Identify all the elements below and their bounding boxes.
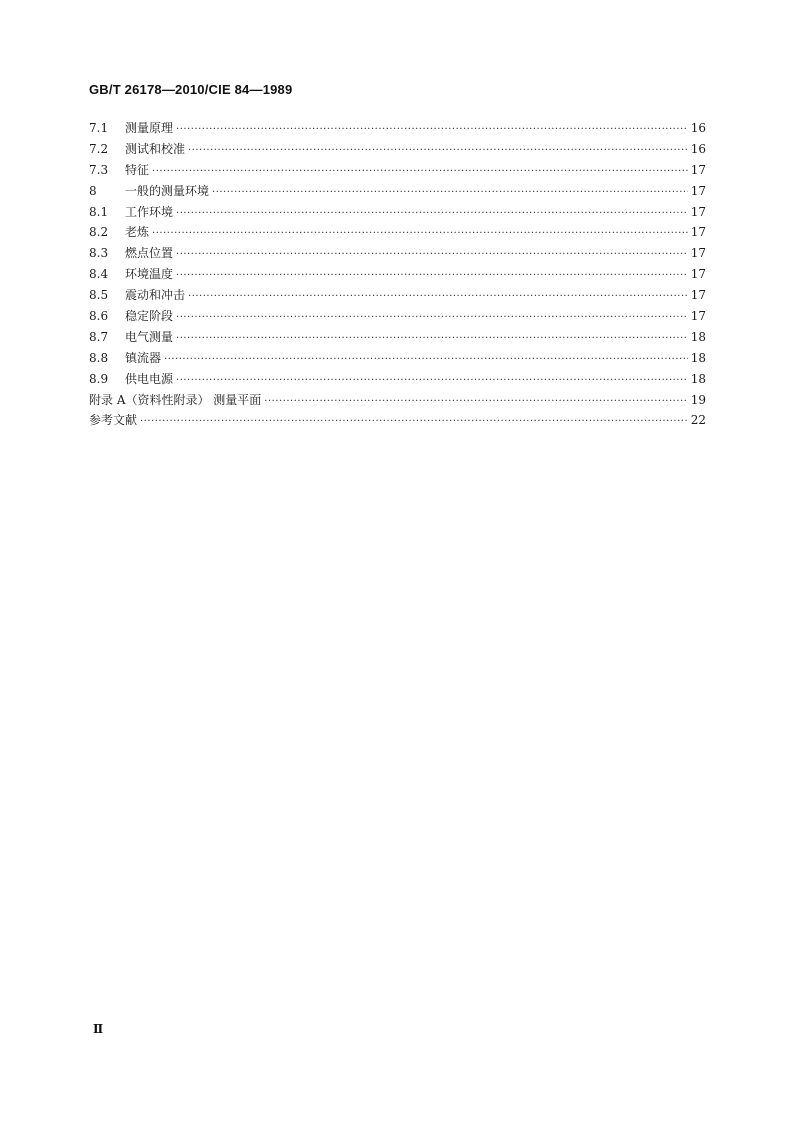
toc-item-number: 8.7: [89, 329, 109, 344]
toc-item-title: 特征: [125, 162, 150, 177]
table-of-contents: [89, 118, 706, 431]
toc-item[interactable]: [89, 369, 706, 390]
toc-item-page: 16: [690, 141, 706, 156]
toc-leader-dots: [152, 224, 688, 245]
toc-item-title: 一般的测量环境: [125, 183, 210, 198]
toc-leader-dots: [176, 308, 688, 329]
toc-item-title: 参考文献: [89, 413, 138, 428]
toc-item-number: 8.6: [89, 309, 109, 324]
toc-item-title: 老炼: [125, 225, 150, 240]
standard-header: GB/T 26178—2010/CIE 84—1989: [89, 82, 293, 97]
toc-item-title: 燃点位置: [125, 246, 174, 261]
toc-item-title: 测试和校准: [125, 141, 186, 156]
toc-item-number: 8.8: [89, 350, 109, 365]
toc-item[interactable]: [89, 160, 706, 181]
toc-item-page: 18: [690, 371, 706, 386]
toc-item-page: 17: [690, 204, 706, 219]
toc-item-page: 18: [690, 329, 706, 344]
page-number: Ⅱ: [93, 1022, 104, 1036]
toc-leader-dots: [264, 392, 687, 413]
toc-item[interactable]: [89, 348, 706, 369]
toc-item-title: 电气测量: [125, 329, 174, 344]
toc-leader-dots: [212, 183, 688, 204]
toc-item-number: 8: [89, 183, 97, 198]
toc-item-page: 16: [690, 121, 706, 135]
toc-item-references[interactable]: [89, 410, 706, 431]
toc-item[interactable]: [89, 306, 706, 327]
toc-item[interactable]: [89, 118, 706, 139]
toc-item[interactable]: [89, 327, 706, 348]
toc-item-number: 8.5: [89, 288, 109, 303]
toc-item-title: 附录 A（资料性附录） 测量平面: [89, 392, 262, 407]
toc-item[interactable]: [89, 285, 706, 306]
toc-item-number: 7.3: [89, 162, 109, 177]
toc-leader-dots: [152, 162, 688, 183]
toc-item[interactable]: [89, 243, 706, 264]
toc-item-number: 8.1: [89, 204, 109, 219]
toc-item-page: 17: [690, 162, 706, 177]
toc-item-page: 17: [690, 183, 706, 198]
toc-item[interactable]: [89, 139, 706, 160]
toc-leader-dots: [176, 245, 688, 266]
toc-item-number: 8.2: [89, 225, 109, 240]
toc-item-page: 17: [690, 267, 706, 282]
toc-leader-dots: [176, 329, 688, 350]
toc-item-title: 测量原理: [125, 121, 174, 135]
toc-leader-dots: [176, 120, 688, 141]
toc-item-title: 供电电源: [125, 371, 174, 386]
toc-item-page: 19: [690, 392, 706, 407]
toc-item-number: 8.4: [89, 267, 109, 282]
toc-leader-dots: [176, 204, 688, 225]
toc-item-number: 7.2: [89, 141, 109, 156]
toc-item-title: 环境温度: [125, 267, 174, 282]
toc-leader-dots: [176, 266, 688, 287]
toc-leader-dots: [188, 141, 688, 162]
toc-item-page: 17: [690, 288, 706, 303]
toc-item[interactable]: [89, 202, 706, 223]
toc-item[interactable]: [89, 181, 706, 202]
toc-item-appendix[interactable]: [89, 390, 706, 411]
toc-item-page: 18: [690, 350, 706, 365]
toc-item-title: 稳定阶段: [125, 309, 174, 324]
toc-item-page: 22: [690, 413, 706, 428]
toc-item-number: 8.9: [89, 371, 109, 386]
toc-leader-dots: [140, 412, 688, 433]
toc-item-number: 7.1: [89, 121, 109, 135]
toc-item[interactable]: [89, 264, 706, 285]
toc-leader-dots: [176, 371, 688, 392]
toc-item-page: 17: [690, 225, 706, 240]
toc-leader-dots: [164, 350, 688, 371]
toc-leader-dots: [188, 287, 688, 308]
toc-item-page: 17: [690, 309, 706, 324]
toc-item-page: 17: [690, 246, 706, 261]
toc-item-title: 工作环境: [125, 204, 174, 219]
toc-item-number: 8.3: [89, 246, 109, 261]
toc-item-title: 镇流器: [125, 350, 162, 365]
toc-item[interactable]: [89, 222, 706, 243]
toc-item-title: 震动和冲击: [125, 288, 186, 303]
